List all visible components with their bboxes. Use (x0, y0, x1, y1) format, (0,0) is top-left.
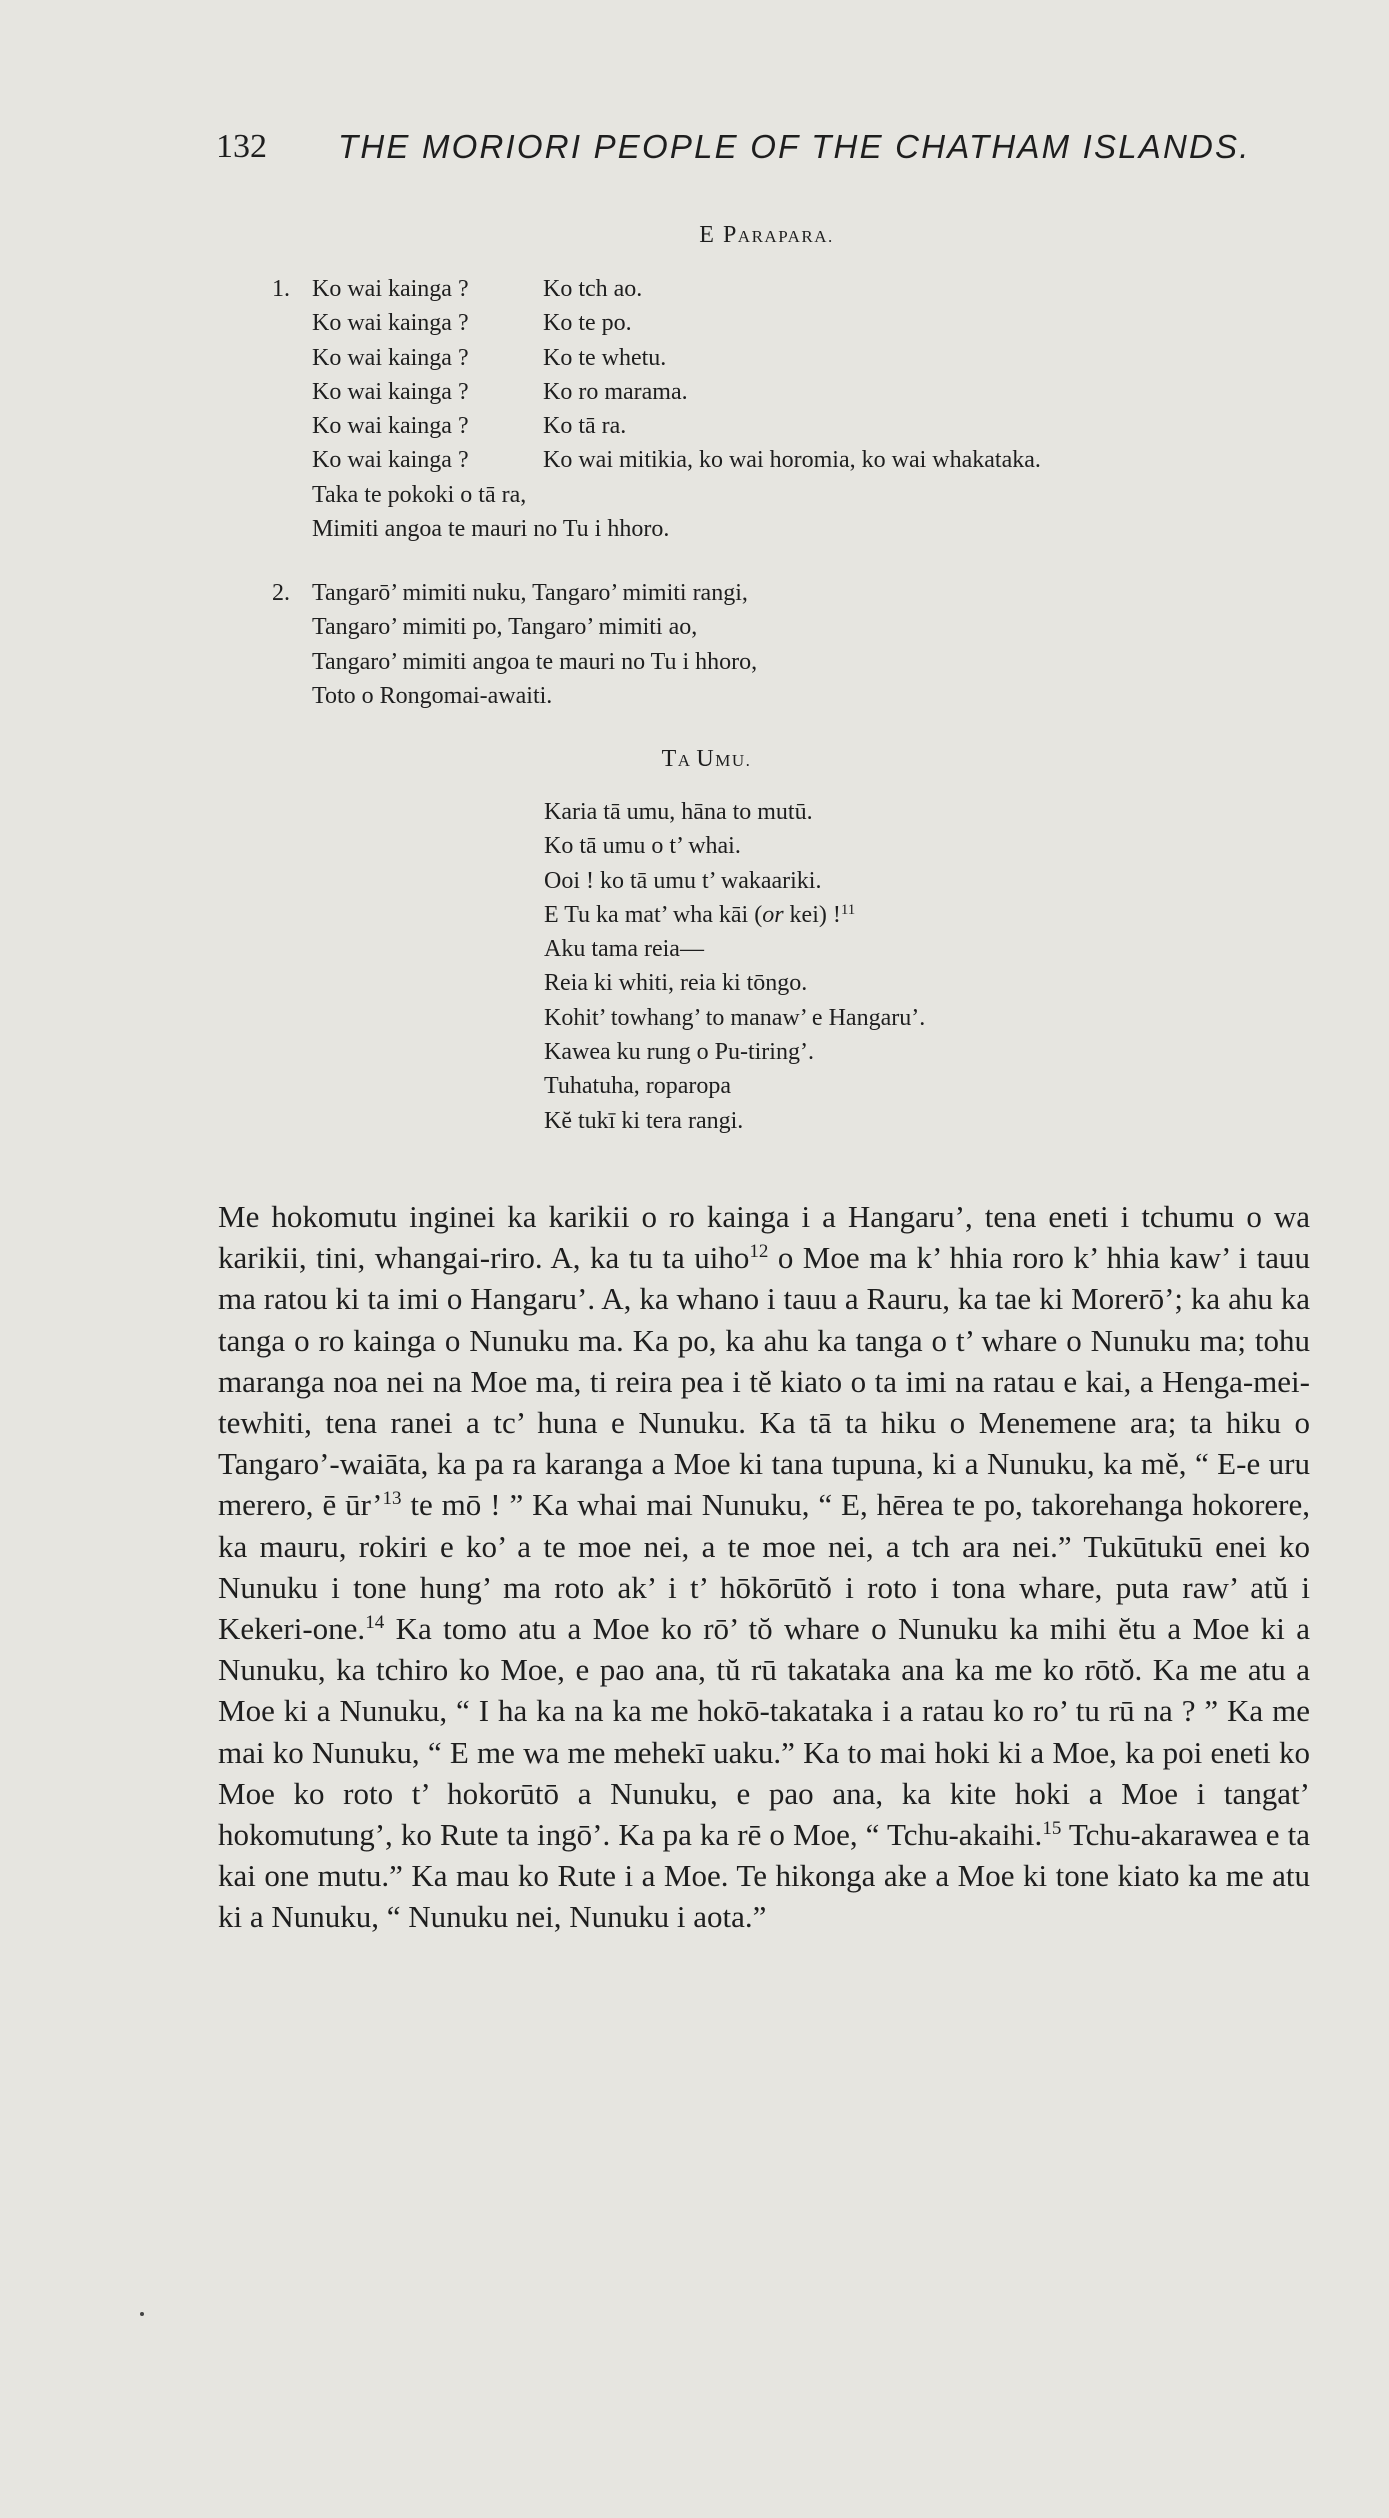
running-title: THE MORIORI PEOPLE OF THE CHATHAM ISLANDS. (338, 128, 1251, 165)
verse-line: Karia tā umu, hāna to mutū. (544, 799, 813, 825)
running-header (216, 128, 1251, 178)
verse-line: Reia ki whiti, reia ki tōngo. (544, 970, 808, 997)
verse-line: Aku tama reia— (544, 936, 704, 963)
footnote-ref-12: 12 (749, 1241, 769, 1263)
verse-line: Taka te pokoki o tā ra, (312, 481, 527, 508)
section-heading-parapara (72, 222, 1389, 249)
heading-smallcaps: ARAPARA. (737, 227, 834, 246)
heading-cap: U (696, 746, 716, 772)
verse-line: Tangaro’ mimiti angoa te mauri no Tu i hhoro, (312, 648, 758, 675)
italic-or: or (762, 901, 784, 928)
verse-line: Mimiti angoa te mauri no Tu i hhoro. (312, 516, 670, 543)
heading-prefix: E (699, 222, 723, 248)
body-paragraph: Me hokomutu inginei ka karikii o ro kainga i a Hangaru’, tena eneti i tchumu o wa karikii, tini, whangai-riro. A, ka tu ta uiho$^{12}$ o Moe ma k’ hhia roro k’ hhia kaw’ i tauu ma ratou ki ta imi o Hangaru’. A, ka whano i tauu a Rauru, ka tae ki Morerō’; ka ahu ka tanga o ro kainga o Nunuku ma. Ka po, ka ahu ka tanga o t’ whare o Nunuku ma; tohu maranga noa nei na Moe ma, ti reira pea i tĕ kiato o ta imi na ratau e kai, a Henga-mei-tewhiti, tena ranei a tc’ huna e Nunuku. Ka tā ta hiku o Menemene ara; ta hiku o Tangaro’-waiāta, ka pa ra karanga a Moe ki tana tupuna, ki a Nunuku, ka mĕ, “ E-e uru merero, ē ūr’$^{13}$ te mō ! ” Ka whai mai Nunuku, “ E, hērea te po, takorehanga hokorere, ka mauru, rokiri e ko’ a te moe nei, a te moe nei, a tch ara nei.” Tukūtukū enei ko Nunuku i tone hung’ ma roto ak’ i t’ hōkōrūtŏ i roto i tona whare, puta raw’ atŭ i Kekeri-one.$^{14}$ Ka tomo atu a Moe ko rō’ tŏ whare o Nunuku ka mihi ĕtu a Moe ki a Nunuku, ka tchiro ko Moe, e pao ana, tŭ rū takataka ana ka me ko rōtŏ. Ka me atu a Moe ki a Nunuku, “ I ha ka na ka me hokō-takataka i a ratau ko ro’ tu rū na ? ” Ka me mai ko Nunuku, “ E me wa me mehekī uaku.” Ka to mai hoki ki a Moe, ka poi eneti ko Moe ko roto t’ hokorūtō a Nunuku, e pao ana, ka kite hoki a Moe i tangat’ hokomutung’, ko Rute ta ingō’. Ka pa ka rē o Moe, “ Tchu-akaihi.$^{15}$ Tchu-akarawea e ta kai one mutu.” Ka mau ko Rute i a Moe. Te hikonga ake a Moe ki tone kiato ka me atu ki a Nunuku, “ Nunuku nei, Nunuku i aota.” (218, 1199, 1311, 1935)
verse-line: Ooi ! ko tā umu t’ wakaariki. (544, 867, 822, 894)
verse-line: Kawea ku rung o Pu-tiring’. (544, 1039, 814, 1066)
footnote-ref-14: 14 (365, 1612, 385, 1634)
stanza-number: 1. (272, 276, 290, 302)
print-speck (140, 2312, 144, 2316)
heading-smallcaps: MU. (715, 751, 752, 770)
verse-ta-umu (544, 795, 925, 1138)
heading-smallcaps: A (677, 751, 697, 770)
verse-line: Kohit’ towhang’ to manaw’ e Hangaru’. (544, 1004, 926, 1031)
verse-line: E Tu ka mat’ wha kāi (or kei) !$^{11}$ (544, 901, 856, 928)
verse-line: Toto o Rongomai-awaiti. (312, 682, 553, 709)
page-number: 132 (216, 128, 267, 165)
footnote-ref-15: 15 (1042, 1818, 1062, 1840)
verse-line: Ko wai kainga ? Ko ro marama. (312, 378, 688, 405)
verse-line: Ko tā umu o t’ whai. (544, 833, 741, 860)
heading-cap: T (661, 746, 678, 772)
verse-line: Tangarō’ mimiti nuku, Tangaro’ mimiti rangi, (312, 580, 748, 606)
verse-line: Ko wai kainga ? Ko te po. (312, 310, 632, 337)
verse-stanza-1 (272, 272, 1041, 546)
verse-line: Tangaro’ mimiti po, Tangaro’ mimiti ao, (312, 614, 698, 641)
footnote-ref-11: 11 (840, 901, 856, 918)
verse-line: Ko wai kainga ? Ko tch ao. (312, 276, 643, 302)
verse-line: Ko wai kainga ? Ko tā ra. (312, 413, 627, 440)
heading-cap: P (722, 222, 738, 248)
verse-line: Kĕ tukī ki tera rangi. (544, 1107, 744, 1134)
verse-line: Ko wai kainga ? Ko wai mitikia, ko wai horomia, ko wai whakataka. (312, 447, 1041, 474)
section-heading-ta-umu (12, 746, 1389, 773)
footnote-ref-13: 13 (382, 1488, 402, 1510)
stanza-number: 2. (272, 580, 290, 606)
verse-stanza-2 (272, 576, 757, 713)
verse-line: Ko wai kainga ? Ko te whetu. (312, 344, 667, 371)
verse-line: Tuhatuha, roparopa (544, 1073, 732, 1100)
